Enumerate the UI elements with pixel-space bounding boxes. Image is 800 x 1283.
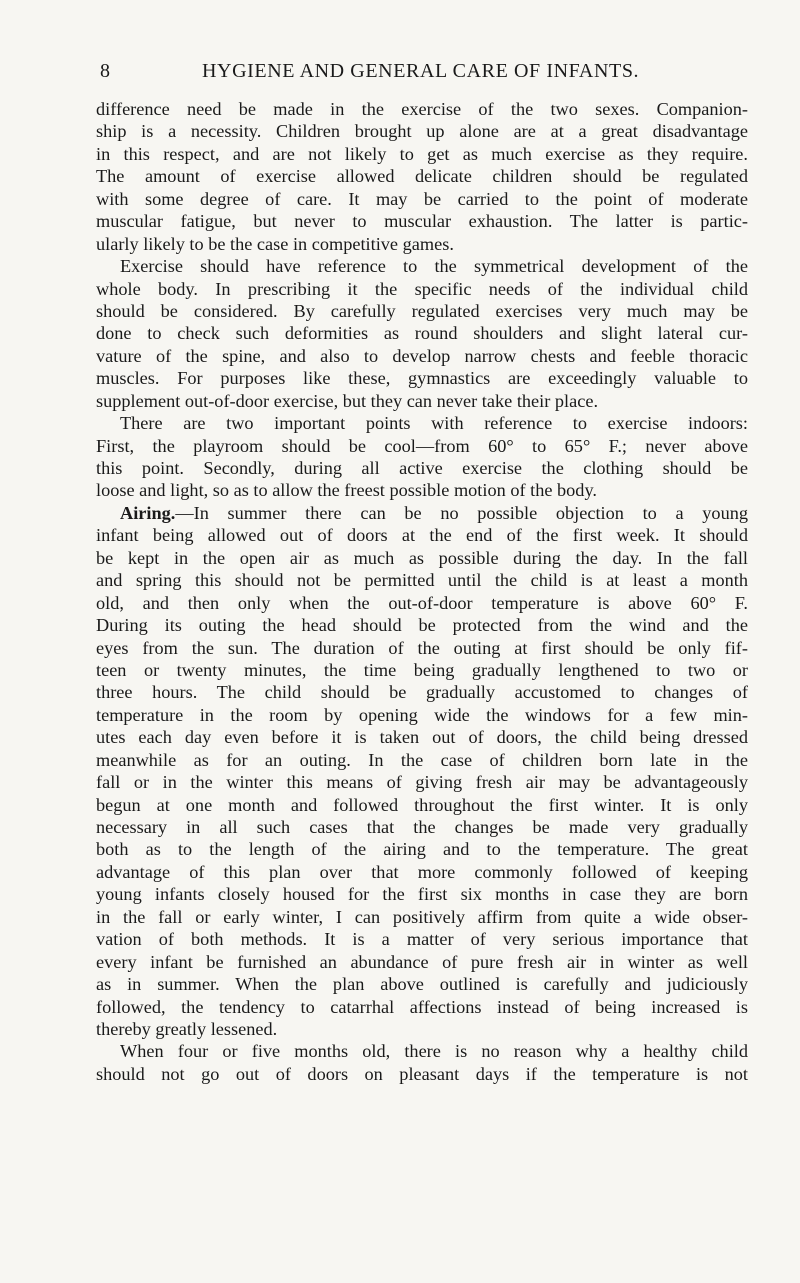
text-line: The amount of exercise allowed delicate children should be regulated [96,166,748,187]
airing-paragraph-first-line [96,502,748,524]
text-line: young infants closely housed for the first six months in case they are born [96,884,748,905]
text-line: temperature in the room by opening wide the windows for a few min- [96,704,748,725]
text-line: muscular fatigue, but never to muscular exhaustion. The latter is partic- [96,211,748,232]
text-line: advantage of this plan over that more commonly followed of keeping [96,861,748,882]
text-line: During its outing the head should be protected from the wind and the [96,615,748,636]
text-line: should be considered. By carefully regulated exercises very much may be [96,300,748,321]
text-line: be kept in the open air as much as possible during the day. In the fall [96,547,748,568]
text-line: muscles. For purposes like these, gymnastics are exceedingly valuable to [96,368,748,389]
text-line: this point. Secondly, during all active exercise the clothing should be [96,458,748,478]
text-line: infant being allowed out of doors at the end of the first week. It should [96,525,748,546]
text-line: every infant be furnished an abundance of pure fresh air in winter as well [96,951,748,972]
text-line: vature of the spine, and also to develop narrow chests and feeble thoracic [96,345,748,366]
text-line: First, the playroom should be cool—from 60° to 65° F.; never above [96,435,748,456]
text-line: thereby greatly lessened. [96,1018,278,1039]
text-line: followed, the tendency to catarrhal affections instead of being increased is [96,996,748,1017]
page-header [100,60,740,86]
text-line: When four or five months old, there is no reason why a healthy child [120,1041,748,1062]
text-line: should not go out of doors on pleasant days if the temperature is not [96,1063,748,1084]
text-line: teen or twenty minutes, the time being gradually lengthened to two or [96,659,748,680]
text-line: There are two important points with reference to exercise indoors: [120,413,748,434]
text-line: utes each day even before it is taken out of doors, the child being dressed [96,727,748,748]
text-line: old, and then only when the out-of-door temperature is above 60° F. [96,592,748,613]
text-line: ship is a necessity. Children brought up alone are at a great disadvantage [96,121,748,142]
text-line: both as to the length of the airing and to the temperature. The great [96,839,748,860]
text-line: done to check such deformities as round shoulders and slight lateral cur- [96,323,748,344]
text-line: necessary in all such cases that the changes be made very gradually [96,817,748,837]
text-line: ularly likely to be the case in competitive games. [96,233,454,254]
text-line: —In summer there can be no possible objection to a young [175,502,748,523]
page-number: 8 [100,60,110,82]
text-line: supplement out-of-door exercise, but they can never take their place. [96,390,599,411]
text-line: eyes from the sun. The duration of the outing at first should be only fif- [96,637,748,658]
text-line: three hours. The child should be gradually accustomed to changes of [96,682,748,703]
text-line: difference need be made in the exercise of the two sexes. Companion- [96,99,748,119]
running-head: HYGIENE AND GENERAL CARE OF INFANTS. [202,60,640,82]
text-line: as in summer. When the plan above outlined is carefully and judiciously [96,974,748,995]
text-line: with some degree of care. It may be carried to the point of moderate [96,188,748,209]
text-line: fall or in the winter this means of giving fresh air may be advantageously [96,772,748,793]
text-line: Exercise should have reference to the symmetrical development of the [120,256,748,277]
text-line: meanwhile as for an outing. In the case of children born late in the [96,749,748,770]
text-line: and spring this should not be permitted until the child is at least a month [96,570,748,591]
text-line: in the fall or early winter, I can positively affirm from quite a wide obser- [96,906,748,927]
text-line: in this respect, and are not likely to get as much exercise as they require. [96,143,748,164]
section-heading-airing: Airing. [120,502,176,523]
text-line: begun at one month and followed throughout the first winter. It is only [96,794,748,815]
body-text [96,98,748,1085]
text-line: vation of both methods. It is a matter of very serious importance that [96,929,748,950]
text-line: whole body. In prescribing it the specific needs of the individual child [96,278,748,299]
text-line: loose and light, so as to allow the freest possible motion of the body. [96,480,597,501]
